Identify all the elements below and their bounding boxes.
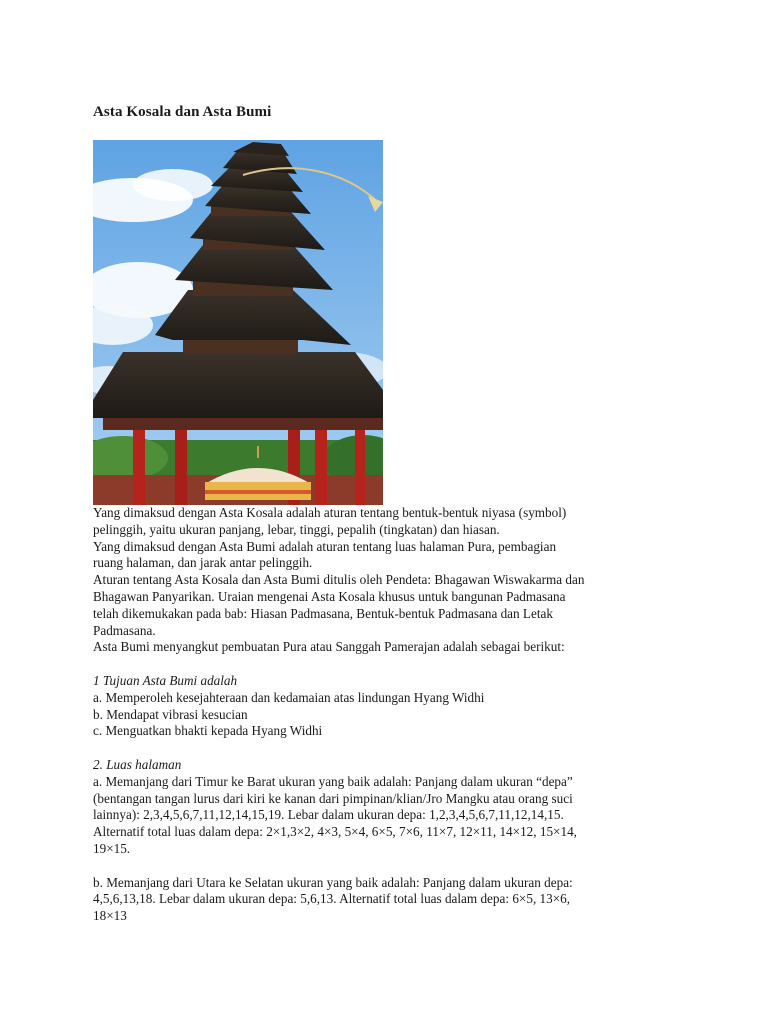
paragraph-line: pelinggih, yaitu ukuran panjang, lebar, tinggi, pepalih (tingkatan) dan hiasan. xyxy=(93,521,500,537)
paragraph-line: Aturan tentang Asta Kosala dan Asta Bumi ditulis oleh Pendeta: Bhagawan Wiswakarma dan xyxy=(93,572,585,588)
meru-temple-photo xyxy=(93,140,383,505)
list-item: c. Menguatkan bhakti kepada Hyang Widhi xyxy=(93,723,323,739)
paragraph-line: Asta Bumi menyangkut pembuatan Pura atau Sanggah Pamerajan adalah sebagai berikut: xyxy=(93,639,565,655)
paragraph-line: lainnya): 2,3,4,5,6,7,11,12,14,15,19. Lebar dalam ukuran depa: 1,2,3,4,5,6,7,11,12,14,15. xyxy=(93,807,564,823)
paragraph-line: 19×15. xyxy=(93,840,131,856)
paragraph-line: (bentangan tangan lurus dari kiri ke kanan dari pimpinan/klian/Jro Mangku atau orang suci xyxy=(93,790,573,806)
paragraph-line: Padmasana. xyxy=(93,622,156,638)
paragraph-line: b. Memanjang dari Utara ke Selatan ukuran yang baik adalah: Panjang dalam ukuran depa: xyxy=(93,874,573,890)
blank-line xyxy=(93,656,683,673)
document-body xyxy=(93,505,683,925)
paragraph-line: 18×13 xyxy=(93,908,127,924)
paragraph-line: a. Memanjang dari Timur ke Barat ukuran yang baik adalah: Panjang dalam ukuran “depa” xyxy=(93,773,573,789)
document-title: Asta Kosala dan Asta Bumi xyxy=(93,104,272,120)
section-heading-tujuan: 1 Tujuan Asta Bumi adalah xyxy=(93,672,238,688)
paragraph-line: Bhagawan Panyarikan. Uraian mengenai Asta Kosala khusus untuk bangunan Padmasana xyxy=(93,588,566,604)
list-item: a. Memperoleh kesejahteraan dan kedamaian atas lindungan Hyang Widhi xyxy=(93,689,485,705)
paragraph-line: Yang dimaksud dengan Asta Bumi adalah aturan tentang luas halaman Pura, pembagian xyxy=(93,538,557,554)
paragraph-line: Yang dimaksud dengan Asta Kosala adalah aturan tentang bentuk-bentuk niyasa (symbol) xyxy=(93,505,567,520)
paragraph-line: 4,5,6,13,18. Lebar dalam ukuran depa: 5,6,13. Alternatif total luas dalam depa: 6×5, 13×6, xyxy=(93,891,571,907)
section-heading-luas: 2. Luas halaman xyxy=(93,756,182,772)
list-item: b. Mendapat vibrasi kesucian xyxy=(93,706,248,722)
paragraph-line: Alternatif total luas dalam depa: 2×1,3×2, 4×3, 5×4, 6×5, 7×6, 11×7, 12×11, 14×12, 15×14, xyxy=(93,824,577,840)
blank-line xyxy=(93,740,683,757)
paragraph-line: telah dikemukakan pada bab: Hiasan Padmasana, Bentuk-bentuk Padmasana dan Letak xyxy=(93,605,553,621)
paragraph-line: ruang halaman, dan jarak antar pelinggih. xyxy=(93,555,313,571)
blank-line xyxy=(93,858,683,875)
